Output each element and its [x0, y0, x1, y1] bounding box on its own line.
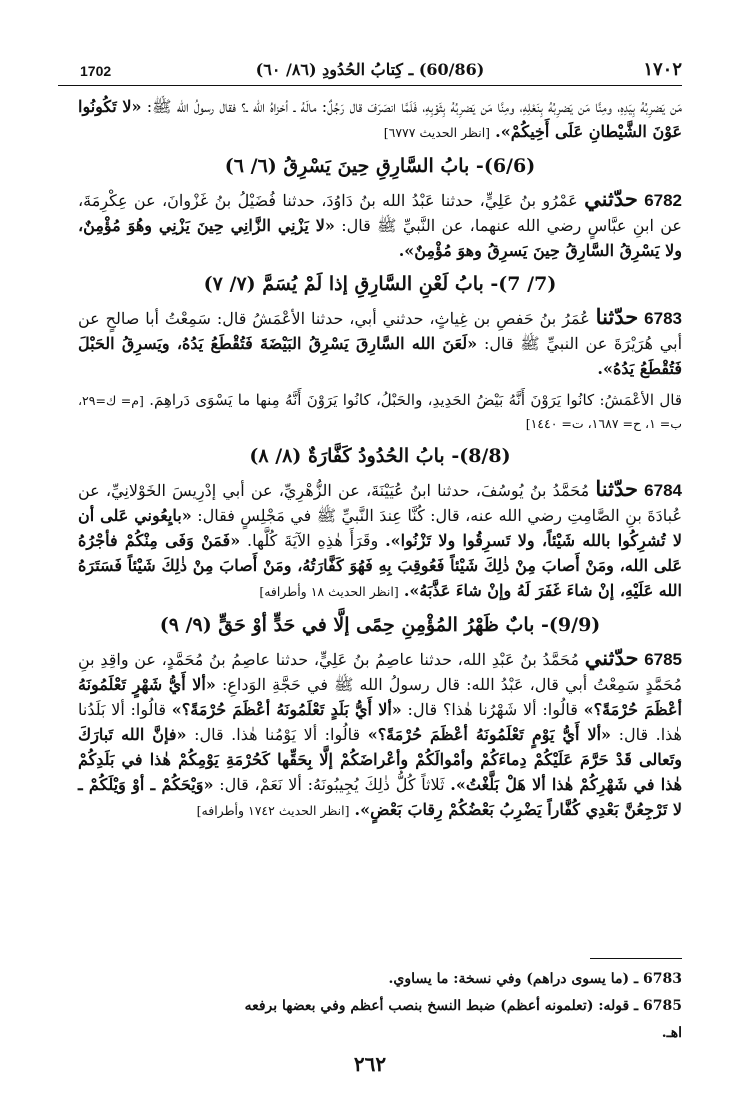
prophet-quote: «لَعَنَ الله السَّارِقَ يَسْرِقُ البَيْضَةَ فَتُقْطَعُ يَدُهُ، ويَسرِقُ الحَبْلَ فَتُقْطَعُ يَدُهُ». [78, 334, 682, 378]
chapter-heading: (7/ 7)- بابُ لَعْنِ السَّارِقِ إذا لَمْ يُسَمَّ (٧/ ٧) [203, 273, 557, 295]
header-rule [58, 85, 682, 86]
prophet-quote: «بايِعُوني عَلى أن لا تُشرِكُوا بالله شَيْئاً، ولا تَسرِقُوا ولا تَزْنُوا». [78, 506, 683, 550]
hadith-number: 6785 [644, 650, 683, 669]
intro-paragraph [78, 94, 682, 145]
page-footer-number: ٢٦٢ [353, 1052, 387, 1076]
hadith-6783 [78, 304, 682, 381]
companions-reply: قالُوا: ألا شَهْرُنا هٰذا؟ قال: [407, 700, 578, 719]
page-number-latin: 1702 [80, 63, 112, 79]
intro-line: مَن يَضرِبُهُ بِيَدِهِ، ومِنَّا مَن يَضرِبُهُ بِنَعْلِهِ، ومِنَّا مَن يَضرِبُهُ بِثَوْبِهِ، فَلَمَّا انصَرَفَ قال رَجُلٌ: مالَهُ ـ أخزاهُ [270, 97, 682, 116]
page-number-arabic: ١٧٠٢ [643, 59, 682, 80]
prophet-quote: «ألا أَيُّ شَهْرٍ تَعْلَمُونَهُ أعْظَمَ حُرْمَةً؟» [78, 675, 682, 719]
cross-reference: [انظر الحديث ٦٧٧٧] [383, 125, 491, 140]
isnad-text: مُحَمَّدُ بنُ يُوسُفَ، حدثنا ابنُ عُيَيْنَةَ، عن الزُّهْرِيِّ، عن أبي إدْرِيسَ الخَوْلانِيِّ، عن عُبادَةَ بنِ الصَّامِتِ رضي الله عنه، قال: كُنَّا عِندَ النَّبيِّ ﷺ في مَجْلِسٍ فقال: [78, 481, 682, 525]
prophet-quote: «ألا أَيُّ بَلَدٍ تَعْلَمُونَهُ أعْظَمَ حُرْمَةً؟» [171, 700, 402, 719]
chapter-heading: (8/8)- بابُ الحُدُودُ كَفَّارَةٌ (٨/ ٨) [249, 445, 511, 467]
hadith-number: 6784 [644, 481, 682, 500]
companions-reply: قالُوا: ألا بَلَدُنا هٰذا. قال: [78, 700, 682, 744]
prophet-quote: «فإنَّ الله تَبارَكَ وتَعالى قَدْ حَرَّمَ عَلَيْكُمْ دِماءَكُمْ وأمْوالَكُمْ وأعْراضَكُمْ إلَّا بِحَقِّها كَحُرْمَةِ يَوْمِكُمْ هٰذا في بَلَدِكُمْ هٰذا في شَهْرِكُمْ هٰذا ألا هَلْ بَلَّغْتُ». [78, 725, 683, 794]
hadith-number: 6783 [644, 309, 682, 328]
prophet-quote: «ألا أَيُّ يَوْمٍ تَعْلَمُونَهُ أعْظَمَ حُرْمَةً؟» [367, 725, 612, 744]
intro-line: الله ـ؟ فقال رسولُ الله ﷺ: [146, 97, 265, 116]
running-title: (60/86) ـ كِتابُ الحُدُودِ (٨٦/ ٦٠) [255, 60, 485, 79]
prophet-quote: «لا يَزْنِي الزَّانِي حِينَ يَزْنِي وهُوَ مُؤْمِنٌ، ولا يَسْرِقُ السَّارِقُ حِينَ يَسرِقُ وهوَ مُؤْمِنٌ». [78, 216, 682, 260]
isnad-text: عَمْرُو بنُ عَلِيٍّ، حدثنا عَبْدُ الله بنُ دَاوُدَ، حدثنا فُضَيْلُ بنُ غَزْوانَ، عن عِكْرِمَةَ، عن ابنِ عبَّاسٍ رضي الله عنهما، عن النَّبيِّ ﷺ قال: [78, 191, 682, 235]
hadith-6784 [78, 476, 682, 604]
prophet-quote: «فَمَنْ وَفَى مِنْكُمْ فأجْرُهُ عَلى الله، ومَنْ أَصابَ مِنْ ذٰلِكَ شَيْئاً فَعُوقِبَ بِهِ فَهُوَ كَفَّارَتُهُ، ومَنْ أَصابَ مِنْ ذٰلِكَ شَيْئاً فَسَتَرَهُ الله عَلَيْهِ، إنْ شاءَ غَفَرَ لَهُ وإنْ شاءَ عَذَّبَهُ». [78, 531, 682, 600]
narration-keyword: حدّثني [584, 186, 638, 211]
isnad-text: عُمَرُ بنُ حَفصِ بن غِياثٍ، حدثني أبي، حدثنا الأعْمَشُ قال: سَمِعْتُ أبا صالحٍ عن أبي هُرَيْرَةَ عن النبيِّ ﷺ قال: [78, 309, 683, 353]
companions-reply: ثَلاثاً كُلُّ ذٰلِكَ يُجِيبُونَهُ: ألا نَعَمْ، قال: [219, 775, 445, 794]
hadith-number: 6782 [644, 191, 683, 210]
footnotes [240, 966, 682, 1047]
narration-text: وقَرَأَ هٰذِهِ الآيَةَ كُلَّها. [247, 531, 379, 550]
cross-reference: [انظر الحديث ١٨ وأطرافه] [259, 584, 399, 599]
hadith-6785 [78, 645, 682, 823]
main-text [78, 94, 682, 823]
footnote: 6785 ـ قوله: (تعلمونه أعظم) ضبط النسخ بنصب أعظم وفي بعضها برفعه اهـ. [244, 998, 682, 1041]
narrator-note: قال الأعْمَشُ: كانُوا يَرَوْنَ أَنَّهُ بَيْضُ الحَدِيدِ، والحَبْلُ، كانُوا يَرَوْنَ أَنَّهُ مِنها ما يَسْوَى دَراهِمَ. [149, 391, 683, 409]
prophet-quote: «لا تَكُونُوا عَوْنَ الشَّيْطانِ عَلَى أَخِيكُمْ». [78, 97, 682, 141]
isnad-text: مُحَمَّدُ بنُ عَبْدِ الله، حدثنا عاصِمُ بنُ عَلِيٍّ، حدثنا عاصِمُ بنُ مُحَمَّدٍ، عن واقِدِ بنِ مُحَمَّدٍ سَمِعْتُ أبي قال، عَبْدُ الله: قال رسولُ الله ﷺ في حَجَّةِ الوَداعِ: [78, 650, 683, 694]
cross-reference: [انظر الحديث ١٧٤٢ وأطرافه] [196, 803, 350, 818]
footnote: 6783 ـ (ما يسوى دراهم) وفي نسخة: ما يساوي. [388, 971, 682, 987]
hadith-6782 [78, 186, 682, 263]
narration-keyword: حدّثنا [595, 476, 638, 501]
companions-reply: قالُوا: ألا يَوْمُنا هٰذا. قال: [194, 725, 361, 744]
page-header [58, 44, 682, 86]
cross-reference: [م= ك=٢٩، ب= ١، ح= ١٦٨٧، ت= ١٤٤٠] [78, 393, 682, 431]
chapter-heading: (6/6)- بابُ السَّارِقِ حِينَ يَسْرِقُ (٦/ ٦) [224, 155, 536, 177]
footnote-rule [590, 958, 682, 959]
chapter-heading: (9/9)- بابٌ ظَهْرُ المُؤْمِنِ حِمًى إلَّا في حَدٍّ أوْ حَقٍّ (٩/ ٩) [159, 614, 601, 636]
narration-keyword: حدّثنا [595, 304, 639, 329]
narration-keyword: حدّثني [584, 645, 639, 670]
hadith-6783-note [78, 389, 682, 435]
prophet-quote: «وَيْحَكُمْ ـ أوْ وَيْلَكُمْ ـ لا تَرْجِعُنَّ بَعْدِي كُفَّاراً يَضْرِبُ بَعْضُكُمْ رِقابَ بَعْضٍ». [78, 775, 682, 819]
